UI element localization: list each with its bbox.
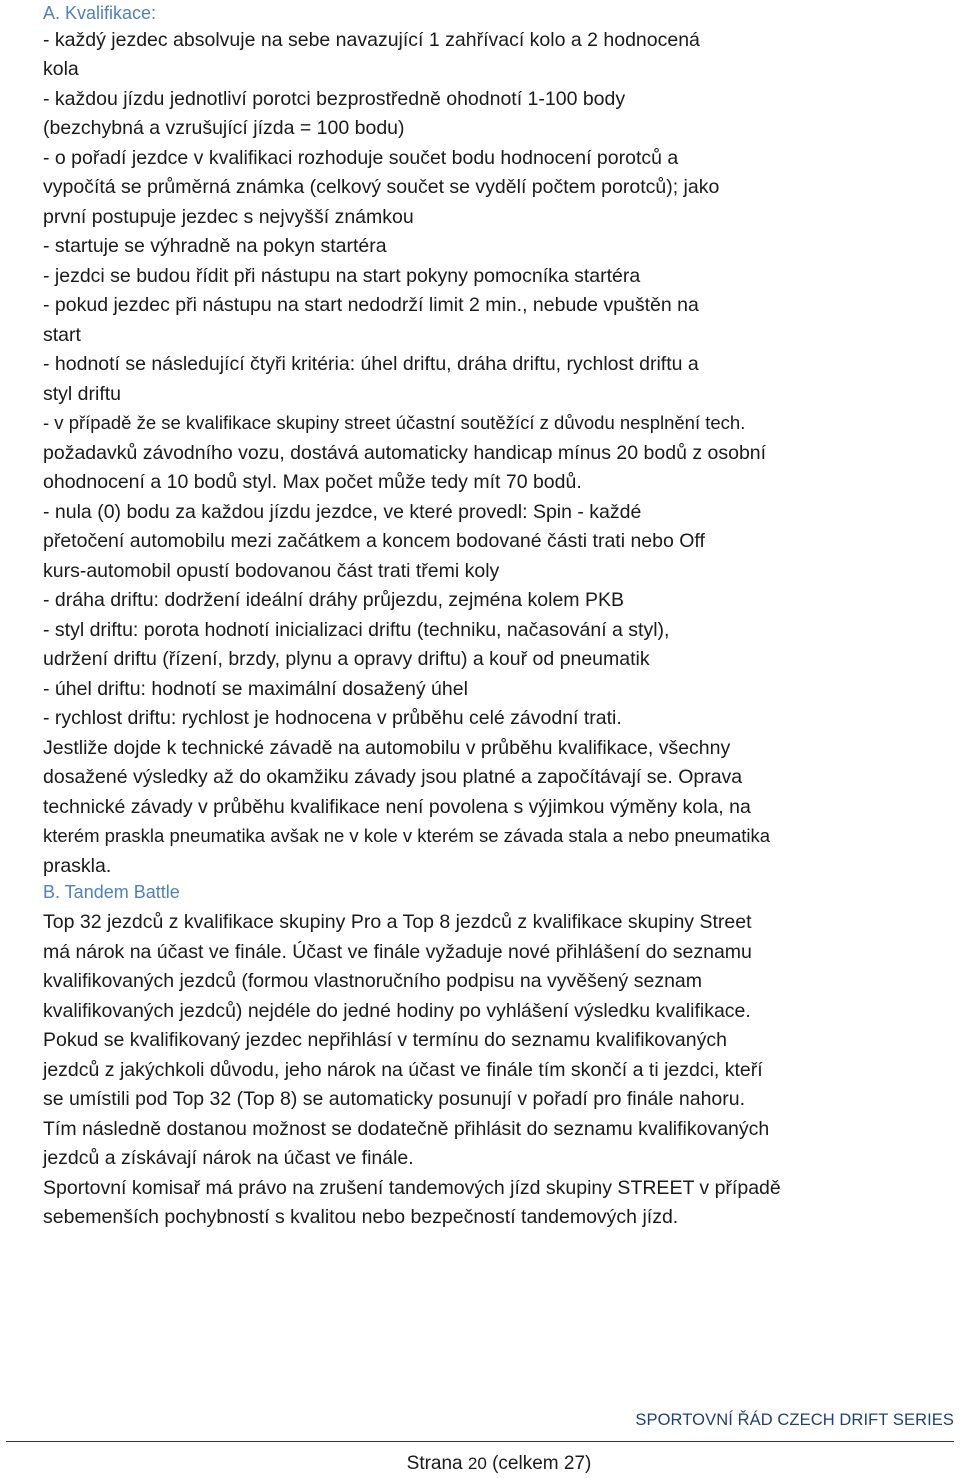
text-line: technické závady v průběhu kvalifikace není povolena s výjimkou výměny kola, na bbox=[43, 796, 751, 818]
text-line: - každý jezdec absolvuje na sebe navazující 1 zahřívací kolo a 2 hodnocená bbox=[43, 29, 700, 51]
text-line: přetočení automobilu mezi začátkem a koncem bodované části trati nebo Off bbox=[43, 530, 705, 552]
text-line: kvalifikovaných jezdců (formou vlastnoručního podpisu na vyvěšený seznam bbox=[43, 970, 703, 992]
text-line: kvalifikovaných jezdců) nejdéle do jedné hodiny po vyhlášení výsledku kvalifikace. bbox=[43, 1000, 751, 1022]
page-number-footer bbox=[0, 1453, 960, 1475]
text-line: - nula (0) bodu za každou jízdu jezdce, ve které provedl: Spin - každé bbox=[43, 501, 642, 523]
text-line: - každou jízdu jednotliví porotci bezprostředně ohodnotí 1-100 body bbox=[43, 88, 626, 110]
text-line: dosažené výsledky až do okamžiku závady jsou platné a započítávají se. Oprava bbox=[43, 766, 743, 788]
text-line: Sportovní komisař má právo na zrušení tandemových jízd skupiny STREET v případě bbox=[43, 1177, 781, 1199]
text-line: (bezchybná a vzrušující jízda = 100 bodu) bbox=[43, 117, 405, 139]
text-line: vypočítá se průměrná známka (celkový součet se vydělí počtem porotců); jako bbox=[43, 176, 720, 198]
text-line: - hodnotí se následující čtyři kritéria: úhel driftu, dráha driftu, rychlost driftu a bbox=[43, 353, 699, 375]
text-line: kterém praskla pneumatika avšak ne v kole v kterém se závada stala a nebo pneumatika bbox=[43, 825, 771, 846]
text-line: - úhel driftu: hodnotí se maximální dosažený úhel bbox=[43, 678, 468, 700]
text-line: - startuje se výhradně na pokyn startéra bbox=[43, 235, 387, 257]
text-line: - pokud jezdec při nástupu na start nedodrží limit 2 min., nebude vpuštěn na bbox=[43, 294, 699, 316]
text-line: Jestliže dojde k technické závadě na automobilu v průběhu kvalifikace, všechny bbox=[43, 737, 731, 759]
footer-divider bbox=[6, 1441, 954, 1442]
text-line: ohodnocení a 10 bodů styl. Max počet může tedy mít 70 bodů. bbox=[43, 471, 582, 493]
text-line: udržení driftu (řízení, brzdy, plynu a opravy driftu) a kouř od pneumatik bbox=[43, 648, 650, 670]
text-line: Top 32 jezdců z kvalifikace skupiny Pro a Top 8 jezdců z kvalifikace skupiny Street bbox=[43, 911, 752, 933]
text-line: jezdců z jakýchkoli důvodu, jeho nárok na účast ve finále tím skončí a ti jezdci, kteří bbox=[43, 1059, 763, 1081]
text-line: kola bbox=[43, 58, 79, 80]
text-line: Tím následně dostanou možnost se dodatečně přihlásit do seznamu kvalifikovaných bbox=[43, 1118, 770, 1140]
footer-series-title: SPORTOVNÍ ŘÁD CZECH DRIFT SERIES bbox=[635, 1411, 954, 1429]
text-line: se umístili pod Top 32 (Top 8) se automaticky posunují v pořadí pro finále nahoru. bbox=[43, 1088, 746, 1110]
page-prefix: Strana bbox=[406, 1453, 468, 1474]
section-b-heading: B. Tandem Battle bbox=[43, 882, 180, 902]
text-line: - styl driftu: porota hodnotí inicializaci driftu (techniku, načasování a styl), bbox=[43, 619, 670, 641]
section-a-heading: A. Kvalifikace: bbox=[43, 3, 157, 23]
text-line: styl driftu bbox=[43, 383, 122, 405]
text-line: - v případě že se kvalifikace skupiny street účastní soutěžící z důvodu nesplnění tech. bbox=[43, 412, 746, 433]
text-line: požadavků závodního vozu, dostává automaticky handicap mínus 20 bodů z osobní bbox=[43, 442, 767, 464]
text-line: sebemenších pochybností s kvalitou nebo bezpečností tandemových jízd. bbox=[43, 1206, 679, 1228]
text-line: má nárok na účast ve finále. Účast ve finále vyžaduje nové přihlášení do seznamu bbox=[43, 941, 752, 963]
page-number: 20 bbox=[467, 1454, 487, 1473]
text-line: - rychlost driftu: rychlost je hodnocena v průběhu celé závodní trati. bbox=[43, 707, 622, 729]
text-line: - jezdci se budou řídit při nástupu na start pokyny pomocníka startéra bbox=[43, 265, 641, 287]
text-line: praskla. bbox=[43, 855, 112, 877]
text-line: kurs-automobil opustí bodovanou část trati třemi koly bbox=[43, 560, 500, 582]
text-line: jezdců a získávají nárok na účast ve finále. bbox=[43, 1147, 414, 1169]
text-line: Pokud se kvalifikovaný jezdec nepřihlásí v termínu do seznamu kvalifikovaných bbox=[43, 1029, 727, 1051]
text-line: - o pořadí jezdce v kvalifikaci rozhoduje součet bodu hodnocení porotců a bbox=[43, 147, 679, 169]
page-suffix: (celkem 27) bbox=[486, 1453, 592, 1474]
text-line: první postupuje jezdec s nejvyšší známkou bbox=[43, 206, 414, 228]
text-line: - dráha driftu: dodržení ideální dráhy průjezdu, zejména kolem PKB bbox=[43, 589, 624, 611]
text-line: start bbox=[43, 324, 81, 346]
